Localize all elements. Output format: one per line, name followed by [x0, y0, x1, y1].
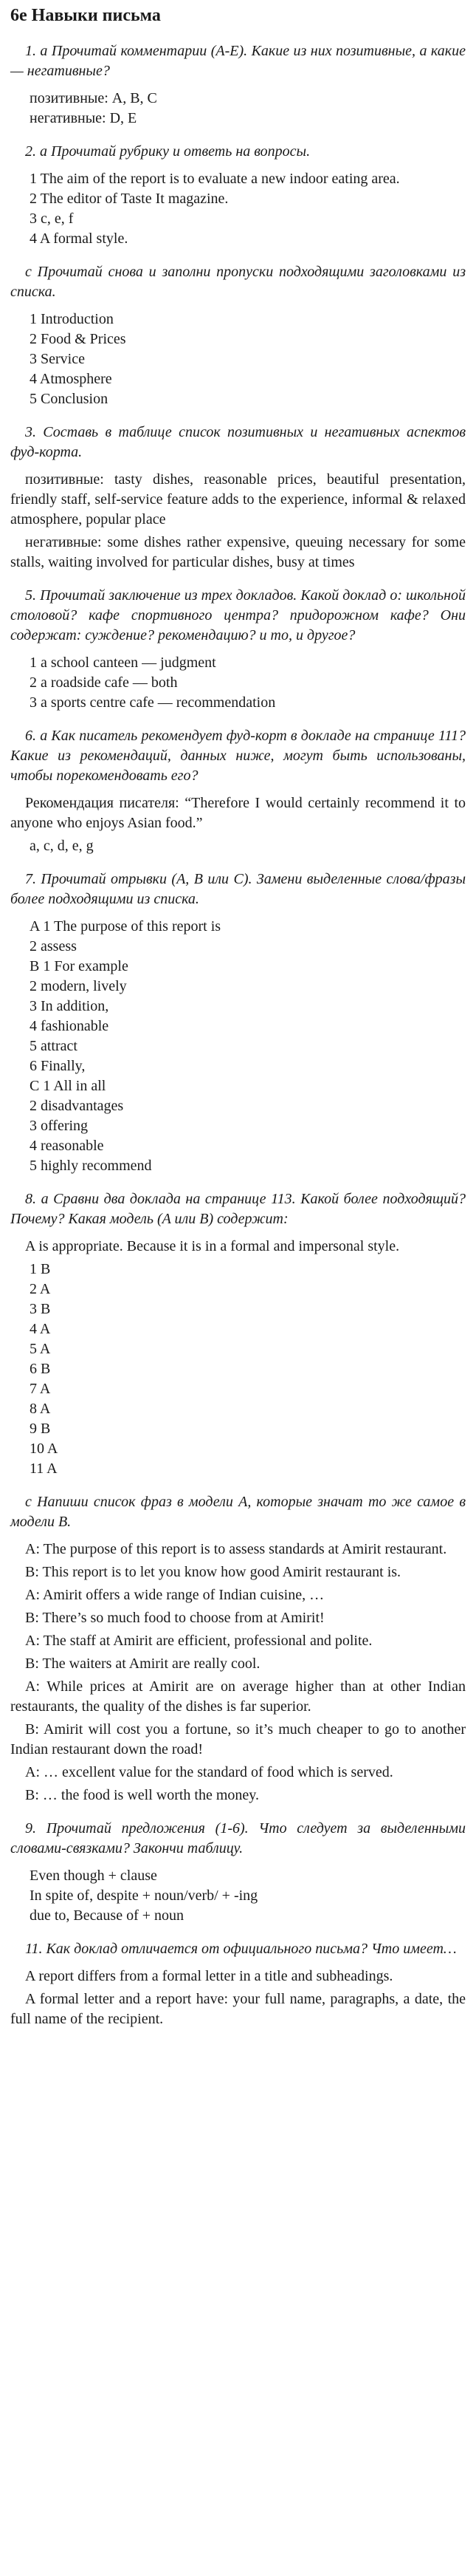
exercise-block [10, 1819, 466, 1926]
answer-line: позитивные: A, B, C [30, 90, 157, 106]
answer-list [10, 169, 466, 249]
answer-line: 5 A [30, 1341, 51, 1357]
answer-line: 3 c, e, f [30, 211, 74, 227]
answer-paragraph: B: … the food is well worth the money. [25, 1787, 259, 1803]
answer-line: 4 A formal style. [30, 230, 128, 247]
answer-line: 2 Food & Prices [30, 331, 126, 347]
task-instruction: 2. a Прочитай рубрику и ответь на вопросы. [25, 143, 311, 160]
answer-paragraph: B: This report is to let you know how good Amirit restaurant is. [25, 1564, 401, 1580]
exercise-block [10, 41, 466, 129]
task-instruction: 6. a Как писатель рекомендует фуд-корт в докладе на странице 111? Какие из рекомендаций, данных ниже, могут быть использованы, чтобы порекомендовать его? [10, 728, 466, 784]
answer-list [10, 836, 466, 856]
answer-line: 5 Conclusion [30, 391, 108, 407]
answer-list [10, 653, 466, 713]
exercise-block [10, 586, 466, 713]
answer-line: 9 B [30, 1421, 51, 1437]
answer-line: 3 a sports centre cafe — recommendation [30, 694, 276, 711]
answer-paragraph: A: Amirit offers a wide range of Indian cuisine, … [25, 1587, 325, 1603]
answer-paragraph: B: There’s so much food to choose from at Amirit! [25, 1610, 325, 1626]
answer-line: 2 a roadside cafe — both [30, 674, 178, 691]
answer-line: 6 Finally, [30, 1058, 86, 1074]
exercise-block [10, 1492, 466, 1805]
answer-line: Even though + clause [30, 1868, 157, 1884]
answer-line: 1 B [30, 1261, 51, 1277]
answer-paragraph: A is appropriate. Because it is in a formal and impersonal style. [25, 1238, 400, 1254]
answer-line: In spite of, despite + noun/verb/ + -ing [30, 1887, 258, 1904]
answer-paragraph: B: Amirit will cost you a fortune, so it’s much cheaper to go to another Indian restaurant down the road! [10, 1721, 466, 1757]
answer-line: 4 reasonable [30, 1138, 104, 1154]
task-instruction: 3. Составь в таблице список позитивных и негативных аспектов фуд-корта. [10, 424, 466, 460]
answer-line: due to, Because of + noun [30, 1907, 184, 1924]
answer-line: 4 Atmosphere [30, 371, 112, 387]
content [10, 41, 466, 2029]
task-instruction: c Прочитай снова и заполни пропуски подходящими заголовками из списка. [10, 264, 466, 300]
answer-paragraph: Рекомендация писателя: “Therefore I would certainly recommend it to anyone who enjoys Asian food.” [10, 795, 466, 831]
answer-paragraph: A report differs from a formal letter in a title and subheadings. [25, 1968, 393, 1984]
answer-line: 8 A [30, 1401, 51, 1417]
answer-line: 6 B [30, 1361, 51, 1377]
answer-list [10, 89, 466, 129]
answer-line: 10 A [30, 1441, 58, 1457]
exercise-block [10, 262, 466, 409]
answer-line: a, c, d, e, g [30, 838, 94, 854]
answer-line: 5 attract [30, 1038, 77, 1054]
answer-line: 3 In addition, [30, 998, 109, 1014]
task-instruction: 9. Прочитай предложения (1-6). Что следует за выделенными словами-связками? Закончи таблицу. [10, 1820, 466, 1856]
answer-paragraph: A: The staff at Amirit are efficient, professional and polite. [25, 1633, 373, 1649]
answer-paragraph: позитивные: tasty dishes, reasonable prices, beautiful presentation, friendly staff, self-service feature adds to the experience, informal & relaxed atmosphere, popular place [10, 471, 466, 527]
task-instruction: 7. Прочитай отрывки (A, B или C). Замени выделенные слова/фразы более подходящими из списка. [10, 871, 466, 907]
answer-paragraph: A: While prices at Amirit are on average higher than at other Indian restaurants, the quality of the dishes is far superior. [10, 1678, 466, 1715]
answer-line: 2 disadvantages [30, 1098, 124, 1114]
answer-line: 1 The aim of the report is to evaluate a new indoor eating area. [30, 171, 400, 187]
answer-line: C 1 All in all [30, 1078, 106, 1094]
answer-paragraph: A: … excellent value for the standard of food which is served. [25, 1764, 393, 1780]
exercise-block [10, 1189, 466, 1479]
answer-line: 3 offering [30, 1118, 89, 1134]
answer-line: 11 A [30, 1460, 58, 1477]
task-instruction: c Напиши список фраз в модели A, которые значат то же самое в модели B. [10, 1494, 466, 1530]
answer-line: 3 Service [30, 351, 85, 367]
answer-paragraph: негативные: some dishes rather expensive, queuing necessary for some stalls, waiting involved for particular dishes, busy at times [10, 534, 466, 570]
answer-line: B 1 For example [30, 958, 128, 974]
answer-line: 4 A [30, 1321, 51, 1337]
task-instruction: 8. a Сравни два доклада на странице 113. Какой более подходящий? Почему? Какая модель (A или B) содержит: [10, 1191, 466, 1227]
answer-line: негативные: D, E [30, 110, 137, 126]
task-instruction: 11. Как доклад отличается от официального письма? Что имеет… [25, 1941, 457, 1957]
answer-list [10, 1866, 466, 1926]
answer-line: 2 The editor of Taste It magazine. [30, 191, 229, 207]
answer-line: 2 modern, lively [30, 978, 127, 994]
exercise-block [10, 142, 466, 249]
task-instruction: 5. Прочитай заключение из трех докладов. Какой доклад о: школьной столовой? кафе спортивного центра? придорожном кафе? Они содержат: суждение? рекомендацию? и то, и другое? [10, 587, 466, 643]
answer-line: 2 assess [30, 938, 77, 954]
task-instruction: 1. a Прочитай комментарии (A-E). Какие из них позитивные, а какие — негативные? [10, 43, 466, 79]
answer-list [10, 917, 466, 1176]
answer-line: 3 B [30, 1301, 51, 1317]
answer-list [10, 310, 466, 409]
answer-list [10, 1260, 466, 1479]
answer-line: 4 fashionable [30, 1018, 109, 1034]
answer-line: 1 a school canteen — judgment [30, 655, 216, 671]
answer-line: 1 Introduction [30, 311, 114, 327]
answer-paragraph: A: The purpose of this report is to assess standards at Amirit restaurant. [25, 1541, 447, 1557]
answer-line: 7 A [30, 1381, 51, 1397]
exercise-block [10, 1939, 466, 2029]
exercise-block [10, 870, 466, 1176]
answer-line: 2 A [30, 1281, 51, 1297]
answer-paragraph: A formal letter and a report have: your full name, paragraphs, a date, the full name of the recipient. [10, 1991, 466, 2027]
page-heading: 6e Навыки письма [10, 6, 161, 25]
answer-line: A 1 The purpose of this report is [30, 918, 221, 935]
exercise-block [10, 423, 466, 573]
answer-line: 5 highly recommend [30, 1158, 152, 1174]
exercise-block [10, 726, 466, 856]
answer-paragraph: B: The waiters at Amirit are really cool. [25, 1656, 261, 1672]
